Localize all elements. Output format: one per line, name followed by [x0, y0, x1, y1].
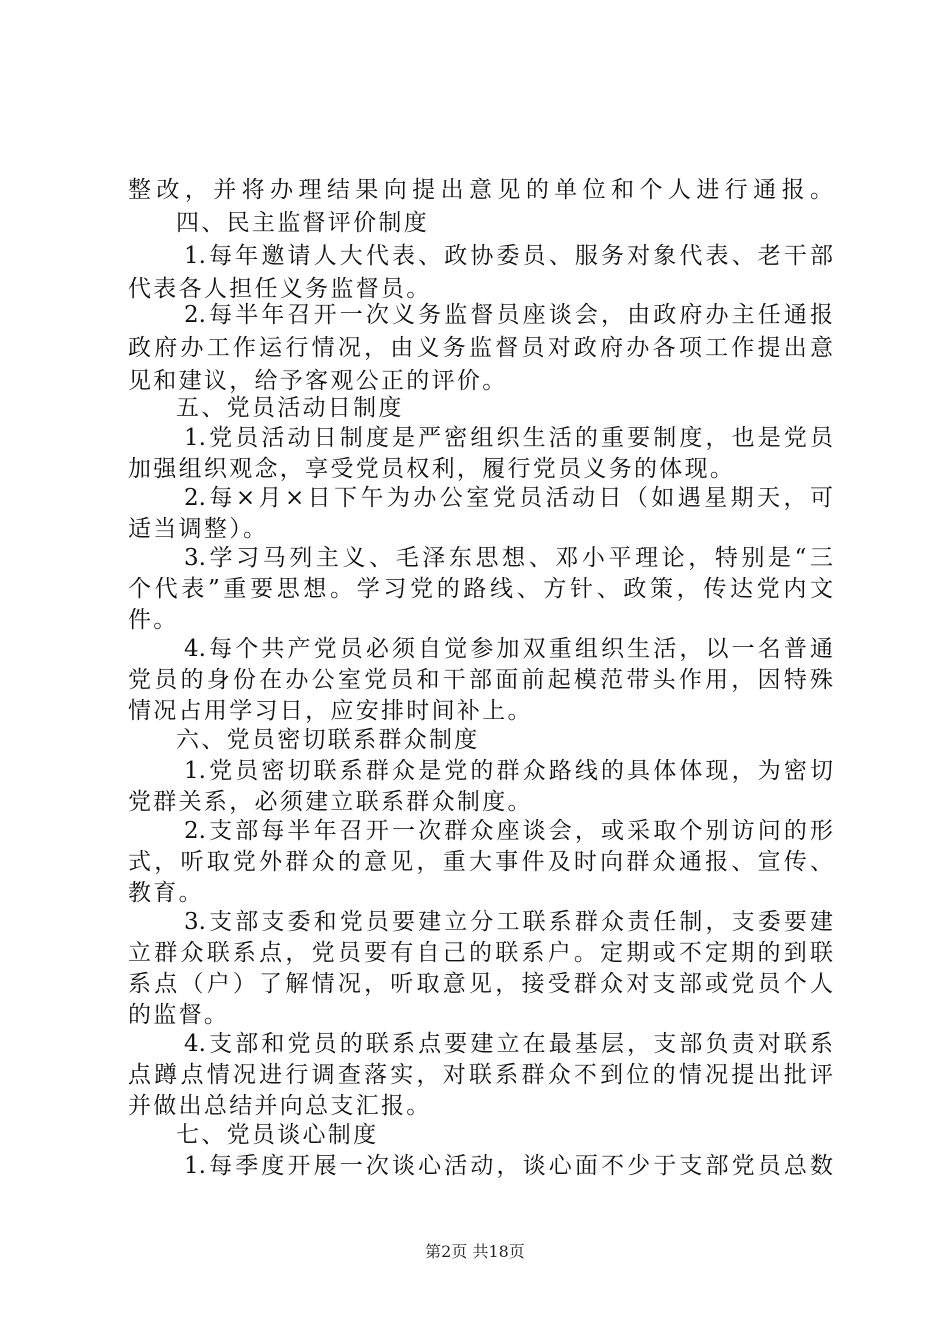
text-line: 1.党员密切联系群众是党的群众路线的具体体现，为密切: [184, 758, 833, 784]
text-line: 式，听取党外群众的意见，重大事件及时向群众通报、宣传、: [128, 849, 833, 875]
text-line: 代表各人担任义务监督员。: [128, 276, 432, 302]
text-line: 件。: [128, 607, 179, 633]
text-line: 2.每×月×日下午为办公室党员活动日（如遇星期天，可: [184, 485, 833, 511]
section-heading: 七、党员谈心制度: [176, 1122, 379, 1148]
text-line: 并做出总结并向总支汇报。: [128, 1093, 432, 1119]
text-line: 党员的身份在办公室党员和干部面前起模范带头作用，因特殊: [128, 667, 833, 693]
text-line: 3.学习马列主义、毛泽东思想、邓小平理论，特别是“三: [184, 545, 833, 571]
text-line: 的监督。: [128, 1002, 230, 1028]
text-line: 系点（户）了解情况，听取意见，接受群众对支部或党员个人: [128, 971, 833, 997]
text-line: 1.每年邀请人大代表、政协委员、服务对象代表、老干部: [184, 243, 833, 269]
text-line: 2.每半年召开一次义务监督员座谈会，由政府办主任通报: [184, 302, 833, 328]
page-number-footer: 第2页 共18页: [425, 1242, 525, 1261]
text-line: 政府办工作运行情况，由义务监督员对政府办各项工作提出意: [128, 335, 833, 361]
text-line: 整改，并将办理结果向提出意见的单位和个人进行通报。: [128, 177, 833, 203]
text-line: 2.支部每半年召开一次群众座谈会，或采取个别访问的形: [184, 818, 833, 844]
text-line: 立群众联系点，党员要有自己的联系户。定期或不定期的到联: [128, 940, 833, 966]
text-line: 个代表”重要思想。学习党的路线、方针、政策，传达党内文: [128, 576, 833, 602]
text-line: 加强组织观念，享受党员权利，履行党员义务的体现。: [128, 456, 736, 482]
text-line: 4.支部和党员的联系点要建立在最基层，支部负责对联系: [184, 1031, 833, 1057]
text-line: 情况占用学习日，应安排时间补上。: [128, 698, 533, 724]
text-line: 教育。: [128, 880, 204, 906]
text-line: 适当调整）。: [128, 516, 269, 542]
text-line: 1.每季度开展一次谈心活动，谈心面不少于支部党员总数: [184, 1153, 833, 1179]
text-line: 点蹲点情况进行调查落实，对联系群众不到位的情况提出批评: [128, 1062, 833, 1088]
section-heading: 六、党员密切联系群众制度: [176, 727, 480, 753]
section-heading: 五、党员活动日制度: [176, 395, 404, 421]
text-line: 党群关系，必须建立联系群众制度。: [128, 789, 533, 815]
text-line: 4.每个共产党员必须自觉参加双重组织生活，以一名普通: [184, 636, 833, 662]
text-line: 见和建议，给予客观公正的评价。: [128, 368, 508, 394]
text-line: 1.党员活动日制度是严密组织生活的重要制度，也是党员: [184, 425, 833, 451]
text-line: 3.支部支委和党员要建立分工联系群众责任制，支委要建: [184, 909, 833, 935]
section-heading: 四、民主监督评价制度: [176, 210, 429, 236]
